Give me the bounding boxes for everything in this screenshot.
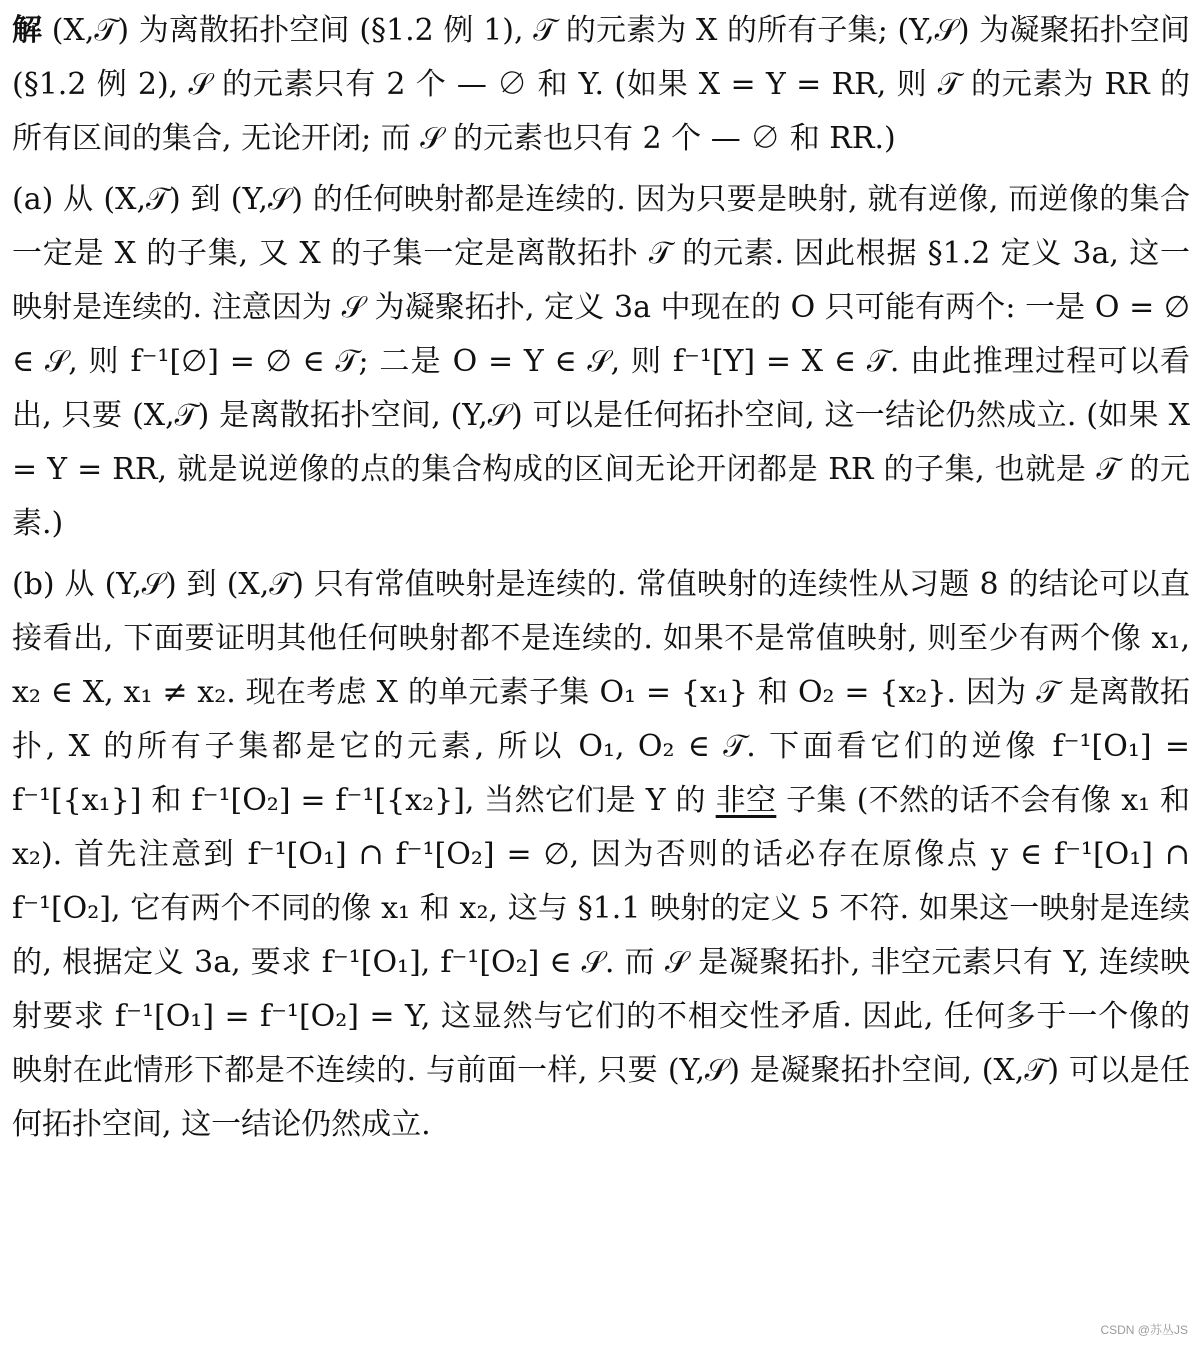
solution-text: (X,𝒯) 为离散拓扑空间 (§1.2 例 1), 𝒯 的元素为 X 的所有子集; (Y,𝒮) 为凝聚拓扑空间 (§1.2 例 2), 𝒮 的元素只有 2 个 — ∅ 和 Y. (如果 X = Y = RR, 则 𝒯 的元素为 RR 的所有区间的集合, 无论开闭; 而 𝒮 的元素也只有 2 个 — ∅ 和 RR.) [12,13,1191,156]
watermark: CSDN @苏丛JS [1100,1323,1188,1337]
solution-paragraph [12,4,1190,166]
part-a-paragraph [12,173,1190,551]
part-a-text: (a) 从 (X,𝒯) 到 (Y,𝒮) 的任何映射都是连续的. 因为只要是映射, 就有逆像, 而逆像的集合一定是 X 的子集, 又 X 的子集一定是离散拓扑 𝒯 的元素. 因此根据 §1.2 定义 3a, 这一映射是连续的. 注意因为 𝒮 为凝聚拓扑, 定义 3a 中现在的 O 只可能有两个: 一是 O = ∅ ∈ 𝒮, 则 f⁻¹[∅] = ∅ ∈ 𝒯; 二是 O = Y ∈ 𝒮, 则 f⁻¹[Y] = X ∈ 𝒯. 由此推理过程可以看出, 只要 (X,𝒯) 是离散拓扑空间, (Y,𝒮) 可以是任何拓扑空间, 这一结论仍然成立. (如果 X = Y = RR, 就是说逆像的点的集合构成的区间无论开闭都是 RR 的子集, 也就是 𝒯 的元素.) [12,182,1190,541]
solution-label: 解 [12,13,43,48]
part-b-text-after: 子集 (不然的话不会有像 x₁ 和 x₂). 首先注意到 f⁻¹[O₁] ∩ f⁻¹[O₂] = ∅, 因为否则的话必存在原像点 y ∈ f⁻¹[O₁] ∩ f⁻¹[O₂], 它有两个不同的像 x₁ 和 x₂, 这与 §1.1 映射的定义 5 不符. 如果这一映射是连续的, 根据定义 3a, 要求 f⁻¹[O₁], f⁻¹[O₂] ∈ 𝒮. 而 𝒮 是凝聚拓扑, 非空元素只有 Y, 连续映射要求 f⁻¹[O₁] = f⁻¹[O₂] = Y, 这显然与它们的不相交性矛盾. 因此, 任何多于一个像的映射在此情形下都是不连续的. 与前面一样, 只要 (Y,𝒮) 是凝聚拓扑空间, (X,𝒯) 可以是任何拓扑空间, 这一结论仍然成立. [12,783,1191,1142]
part-b-text-before: (b) 从 (Y,𝒮) 到 (X,𝒯) 只有常值映射是连续的. 常值映射的连续性从习题 8 的结论可以直接看出, 下面要证明其他任何映射都不是连续的. 如果不是常值映射, 则至少有两个像 x₁, x₂ ∈ X, x₁ ≠ x₂. 现在考虑 X 的单元素子集 O₁ = {x₁} 和 O₂ = {x₂}. 因为 𝒯 是离散拓扑, X 的所有子集都是它的元素, 所以 O₁, O₂ ∈ 𝒯. 下面看它们的逆像 f⁻¹[O₁] = f⁻¹[{x₁}] 和 f⁻¹[O₂] = f⁻¹[{x₂}], 当然它们是 Y 的 [12,567,1190,818]
document-page [12,4,1190,1152]
part-b-paragraph [12,558,1190,1152]
part-b-underlined-term: 非空 [715,783,777,818]
